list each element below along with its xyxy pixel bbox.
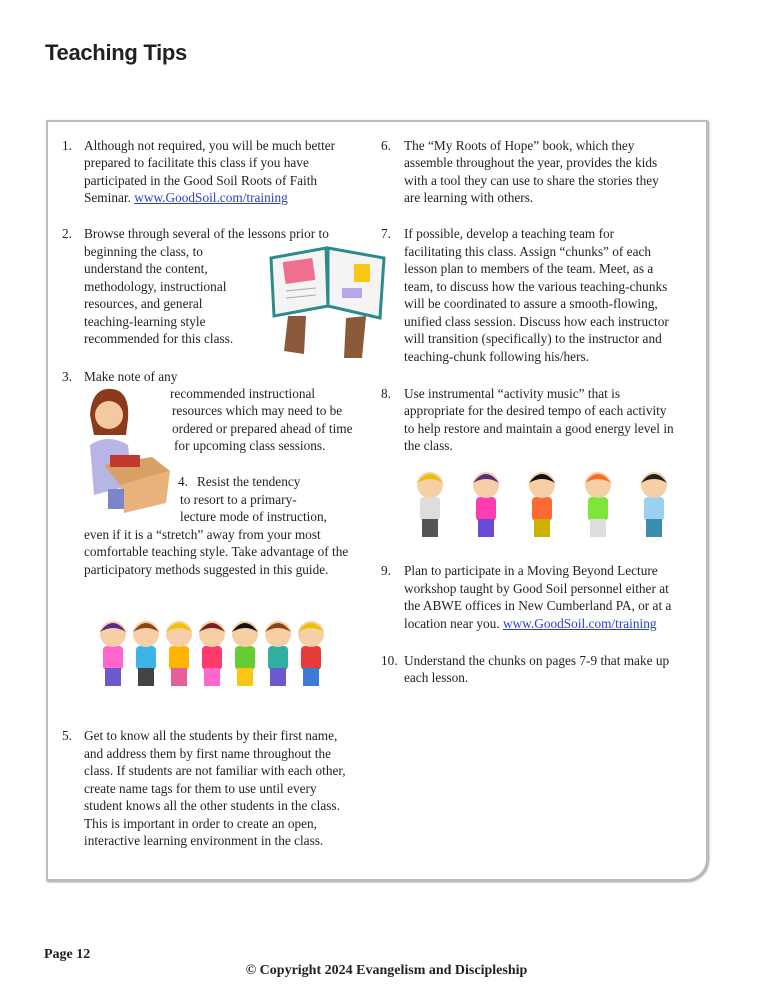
item-text-line: recommended for this class. xyxy=(84,331,234,346)
item-number: 8. xyxy=(381,386,391,401)
item-text-line: create name tags for them to use until every xyxy=(84,781,317,796)
children-holding-hands-illustration xyxy=(95,612,335,697)
item-text-line: Resist the tendency xyxy=(197,474,301,489)
item-text-line: lecture mode of instruction, xyxy=(180,509,327,524)
item-text-line: team, to discuss how the various teaching-chunks xyxy=(404,279,668,294)
item-text-line: unified class session. Discuss how each instructor xyxy=(404,314,669,329)
item-text-line: even if it is a “stretch” away from your most xyxy=(84,527,321,542)
item-text-line: student knows all the other students in the class. xyxy=(84,798,340,813)
item-text-line: teaching-learning style xyxy=(84,314,206,329)
item-text-line: to resort to a primary- xyxy=(180,492,297,507)
item-text-line: resources, and general xyxy=(84,296,203,311)
item-number: 9. xyxy=(381,563,391,578)
item-text-line: comfortable teaching style. Take advantage of the xyxy=(84,544,349,559)
item-text-line: understand the content, xyxy=(84,261,208,276)
item-text-line: ordered or prepared ahead of time xyxy=(172,421,353,436)
item-text-line: teaching-chunk following his/hers. xyxy=(404,349,590,364)
item-text-line: lesson plan to members of the team. Meet, as a xyxy=(404,261,654,276)
item-text-line: Make note of any xyxy=(84,369,178,384)
item-text-line: class. If students are not familiar with each other, xyxy=(84,763,346,778)
item-text-line: prepared to facilitate this class if you have xyxy=(84,155,309,170)
item-text-line: beginning the class, to xyxy=(84,244,203,259)
copyright: © Copyright 2024 Evangelism and Discipleship xyxy=(245,963,528,978)
item-text-line: each lesson. xyxy=(404,670,469,685)
item-text-line: participated in the Good Soil Roots of Faith xyxy=(84,173,318,188)
item-text-line: workshop taught by Good Soil personnel either at xyxy=(404,581,669,596)
item-text-line: to help restore and maintain a good energy level in xyxy=(404,421,674,436)
training-link[interactable]: www.GoodSoil.com/training xyxy=(502,616,657,631)
item-text-line: This is important in order to create an open, xyxy=(84,816,317,831)
teacher-with-box-illustration xyxy=(80,385,180,515)
item-text-line: location near you. www.GoodSoil.com/training xyxy=(404,616,657,631)
item-text-line: methodology, instructional xyxy=(84,279,227,294)
item-number: 7. xyxy=(381,226,391,241)
item-number: 1. xyxy=(62,138,72,153)
item-number: 10. xyxy=(381,653,398,668)
item-text-line: assemble throughout the year, provides the kids xyxy=(404,155,658,170)
item-text-line: Understand the chunks on pages 7-9 that make up xyxy=(404,653,670,668)
item-number: 4. xyxy=(178,474,188,489)
item-text-line: for upcoming class sessions. xyxy=(174,438,326,453)
item-text-line: Browse through several of the lessons prior to xyxy=(84,226,329,241)
item-text-line: participatory methods suggested in this guide. xyxy=(84,562,329,577)
item-text-line: the ABWE offices in New Cumberland PA, or at a xyxy=(404,598,672,613)
item-text-line: recommended instructional xyxy=(170,386,316,401)
item-number: 2. xyxy=(62,226,72,241)
item-text-line: resources which may need to be xyxy=(172,403,343,418)
item-text-line: Seminar. www.GoodSoil.com/training xyxy=(84,190,288,205)
item-text-line: with a tool they can use to share the stories they xyxy=(404,173,659,188)
item-number: 6. xyxy=(381,138,391,153)
item-text-line: The “My Roots of Hope” book, which they xyxy=(404,138,635,153)
item-text-line: facilitating this class. Assign “chunks” of each xyxy=(404,244,652,259)
item-text-line: If possible, develop a teaching team for xyxy=(404,226,615,241)
item-text-line: will be coordinated to assure a smooth-flowing, xyxy=(404,296,658,311)
page-title: Teaching Tips xyxy=(45,40,187,65)
item-text-line: the class. xyxy=(404,438,453,453)
item-text-line: are learning with others. xyxy=(404,190,534,205)
open-book-illustration xyxy=(266,246,391,364)
item-text-line: appropriate for the desired tempo of each activity xyxy=(404,403,667,418)
item-text-line: Although not required, you will be much better xyxy=(84,138,336,153)
training-link[interactable]: www.GoodSoil.com/training xyxy=(134,190,288,205)
item-text-line: Get to know all the students by their first name, xyxy=(84,728,338,743)
item-text-line: and address them by first name throughout the xyxy=(84,746,332,761)
item-text-line: Use instrumental “activity music” that is xyxy=(404,386,621,401)
item-text-line: Plan to participate in a Moving Beyond Lecture xyxy=(404,563,658,578)
children-playing-instruments-illustration xyxy=(400,463,685,558)
page-number: Page 12 xyxy=(44,947,91,962)
item-number: 5. xyxy=(62,728,72,743)
item-text-line: interactive learning environment in the class. xyxy=(84,833,324,848)
item-number: 3. xyxy=(62,369,72,384)
item-text-line: will transition (specifically) to the instructor and xyxy=(404,331,662,346)
